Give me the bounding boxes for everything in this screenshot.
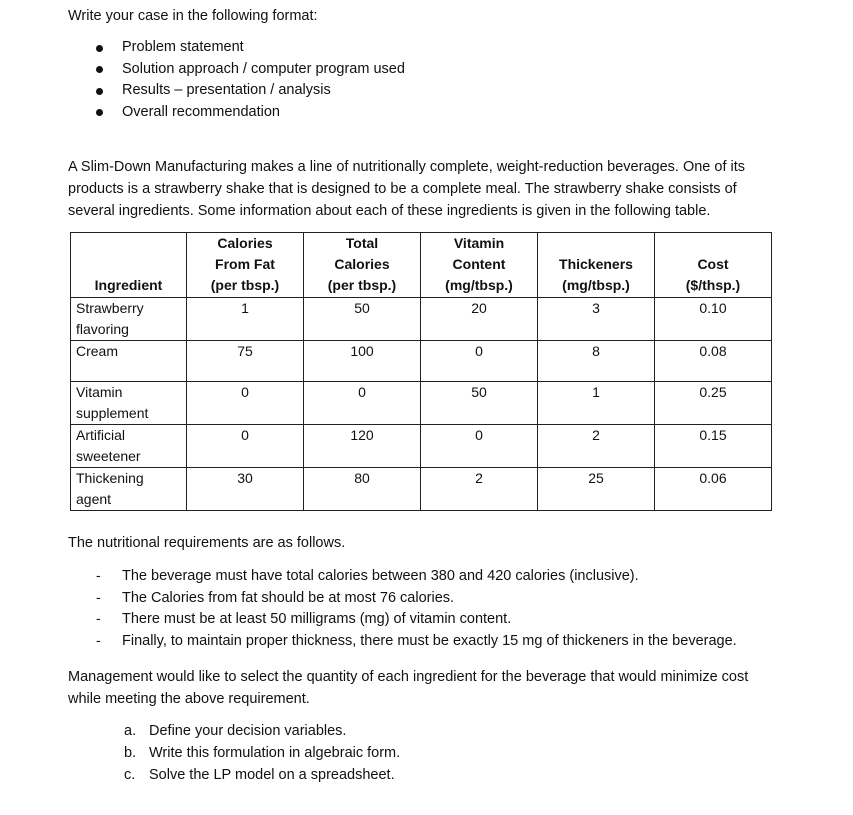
requirement-item: Finally, to maintain proper thickness, there must be exactly 15 mg of thickeners in the beverage. [122, 633, 737, 649]
format-bullet-item: Solution approach / computer program used [122, 61, 405, 77]
table-cell: 8 [538, 341, 655, 382]
table-cell: 0 [421, 425, 538, 468]
header-calories-from-fat: Calories From Fat (per tbsp.) [187, 233, 304, 298]
table-cell: 120 [304, 425, 421, 468]
requirement-item: The beverage must have total calories between 380 and 420 calories (inclusive). [122, 568, 639, 584]
problem-paragraph: A Slim-Down Manufacturing makes a line of nutritionally complete, weight-reduction beverages. One of its products is a strawberry shake that is designed to be a complete meal. The strawberry shake consists of several ingredients. Some information about each of these ingredients is given in the following table. [68, 159, 745, 219]
format-bullet-item: Overall recommendation [122, 104, 280, 120]
table-cell: 0.15 [655, 425, 772, 468]
table-cell: 0 [187, 382, 304, 425]
header-total-calories: Total Calories (per tbsp.) [304, 233, 421, 298]
table-cell: 0 [304, 382, 421, 425]
table-cell: 75 [187, 341, 304, 382]
requirement-item: The Calories from fat should be at most 76 calories. [122, 590, 455, 606]
dash-icon: - [96, 610, 101, 626]
table-cell: 0.10 [655, 298, 772, 341]
ingredient-name: Vitamin supplement [71, 382, 187, 425]
table-row [71, 298, 772, 341]
table-cell: 30 [187, 468, 304, 511]
dash-icon: - [96, 589, 101, 605]
task-letter: b. [124, 745, 137, 761]
ingredient-name: Artificial sweetener [71, 425, 187, 468]
bullet-icon [96, 45, 103, 52]
requirements-lead: The nutritional requirements are as follows. [68, 535, 346, 551]
table-cell: 0 [187, 425, 304, 468]
table-cell: 1 [187, 298, 304, 341]
table-cell: 0 [421, 341, 538, 382]
bullet-icon [96, 109, 103, 116]
table-cell: 2 [538, 425, 655, 468]
dash-icon: - [96, 632, 101, 648]
ingredient-name: Cream [71, 341, 187, 382]
header-thickeners: Thickeners (mg/tbsp.) [538, 233, 655, 298]
table-cell: 100 [304, 341, 421, 382]
table-header-row [71, 233, 772, 298]
task-item: Define your decision variables. [149, 723, 347, 739]
table-cell: 0.06 [655, 468, 772, 511]
task-letter: c. [124, 767, 136, 783]
header-ingredient: Ingredient [71, 233, 187, 298]
table-cell: 20 [421, 298, 538, 341]
task-item: Write this formulation in algebraic form. [149, 745, 401, 761]
management-paragraph: Management would like to select the quantity of each ingredient for the beverage that would minimize cost while meeting the above requirement. [68, 669, 749, 707]
task-item: Solve the LP model on a spreadsheet. [149, 767, 395, 783]
ingredient-name: Strawberry flavoring [71, 298, 187, 341]
ingredient-name: Thickening agent [71, 468, 187, 511]
table-cell: 25 [538, 468, 655, 511]
bullet-icon [96, 66, 103, 73]
table-cell: 3 [538, 298, 655, 341]
format-heading: Write your case in the following format: [68, 8, 318, 24]
table-cell: 0.25 [655, 382, 772, 425]
requirement-item: There must be at least 50 milligrams (mg) of vitamin content. [122, 611, 512, 627]
task-letter: a. [124, 723, 137, 739]
bullet-icon [96, 88, 103, 95]
header-cost: Cost ($/thsp.) [655, 233, 772, 298]
table-cell: 2 [421, 468, 538, 511]
table-row [71, 468, 772, 511]
header-vitamin-content: Vitamin Content (mg/tbsp.) [421, 233, 538, 298]
table-cell: 1 [538, 382, 655, 425]
table-cell: 50 [421, 382, 538, 425]
table-row [71, 425, 772, 468]
table-row [71, 382, 772, 425]
format-bullet-item: Problem statement [122, 39, 244, 55]
table-row [71, 341, 772, 382]
ingredients-table [70, 232, 772, 511]
format-bullet-item: Results – presentation / analysis [122, 82, 331, 98]
table-cell: 80 [304, 468, 421, 511]
dash-icon: - [96, 567, 101, 583]
table-cell: 50 [304, 298, 421, 341]
table-cell: 0.08 [655, 341, 772, 382]
